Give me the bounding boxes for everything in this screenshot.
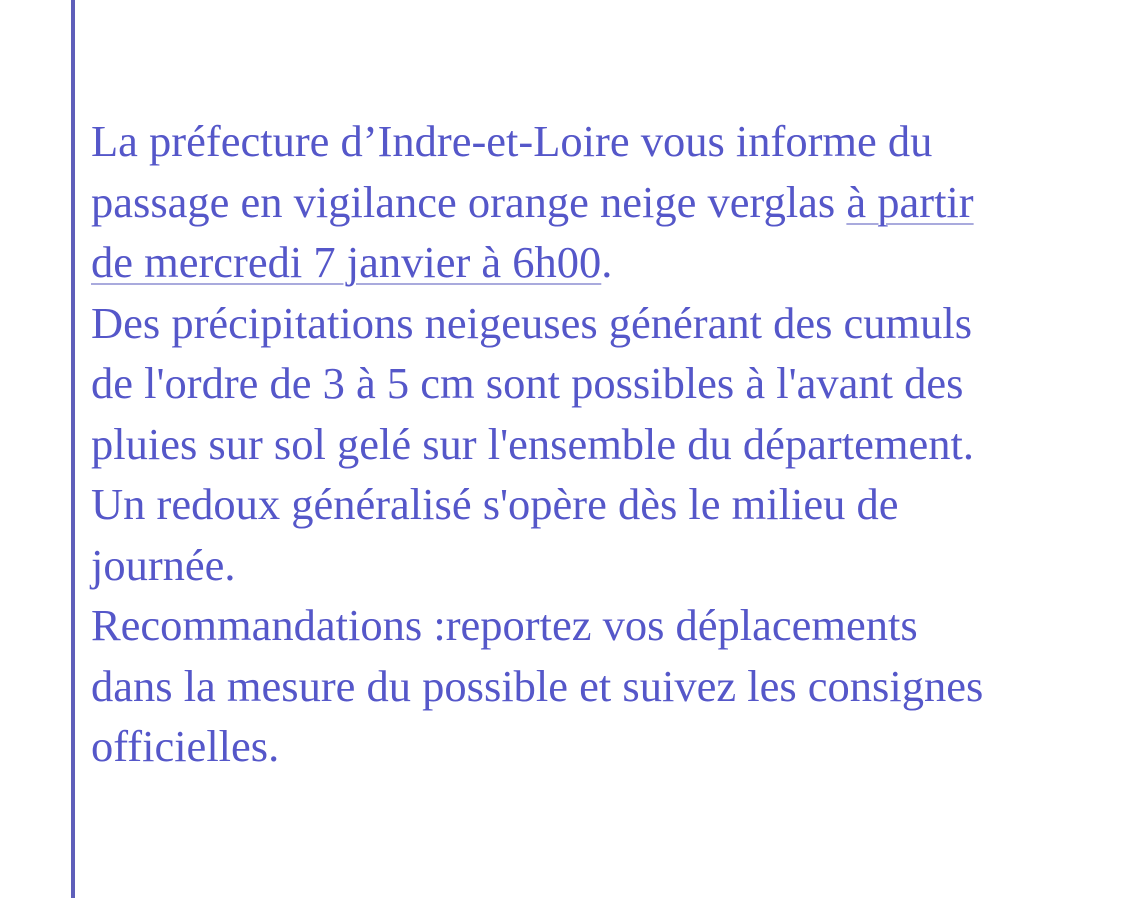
message-text: Recommandations :reportez vos déplacements bbox=[91, 600, 918, 650]
message-line bbox=[91, 595, 1091, 656]
message-line bbox=[91, 353, 1091, 414]
message-text: La préfecture d’Indre-et-Loire vous informe du bbox=[91, 116, 933, 166]
message-text: Un redoux généralisé s'opère dès le milieu de bbox=[91, 479, 899, 529]
message-text: journée. bbox=[91, 539, 236, 590]
date-link-part-1[interactable]: à partir bbox=[846, 176, 974, 227]
message-text: de l'ordre de 3 à 5 cm sont possibles à l'avant des bbox=[91, 358, 964, 408]
message-line bbox=[91, 232, 1091, 293]
quote-bar bbox=[71, 0, 75, 898]
message-text: dans la mesure du possible et suivez les consignes bbox=[91, 660, 984, 711]
message-text: pluies sur sol gelé sur l'ensemble du département. bbox=[91, 418, 974, 469]
message-line bbox=[91, 474, 1091, 535]
message-text: officielles. bbox=[91, 721, 280, 771]
message-line bbox=[91, 535, 1091, 596]
date-link-part-2[interactable]: de mercredi 7 janvier à 6h00 bbox=[91, 237, 602, 287]
message-line bbox=[91, 414, 1091, 475]
message-body bbox=[91, 111, 1091, 777]
message-line bbox=[91, 656, 1091, 717]
message-line bbox=[91, 716, 1091, 777]
message-line bbox=[91, 172, 1091, 233]
message-line bbox=[91, 111, 1091, 172]
message-text: passage en vigilance orange neige verglas bbox=[91, 176, 847, 227]
message-text: Des précipitations neigeuses générant des cumuls bbox=[91, 297, 973, 348]
message-text: . bbox=[601, 237, 613, 287]
message-line bbox=[91, 293, 1091, 354]
